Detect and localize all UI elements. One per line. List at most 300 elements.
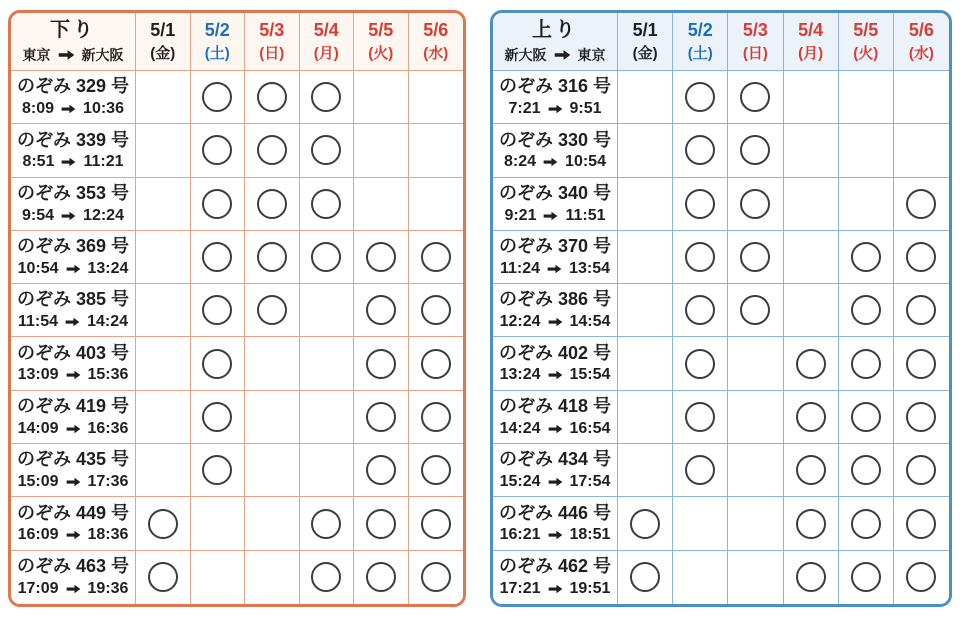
availability-cell-available: [191, 71, 246, 124]
arrive-time: 13:54: [569, 259, 610, 277]
availability-cell-empty: [839, 124, 894, 177]
train-name: のぞみ 369 号: [16, 236, 130, 257]
route-to: 新大阪: [81, 46, 124, 63]
weekday-label: (火): [368, 45, 394, 63]
availability-cell-available: [728, 178, 783, 231]
availability-cell-empty: [245, 551, 300, 604]
availability-cell-empty: [618, 391, 673, 444]
depart-time: 13:24: [499, 366, 541, 384]
arrive-time: 9:51: [569, 99, 602, 117]
arrive-time: 15:36: [87, 366, 129, 384]
availability-cell-empty: [728, 391, 783, 444]
date-label: 5/1: [632, 19, 658, 40]
availability-cell-available: [136, 497, 191, 550]
available-circle-icon: [740, 82, 770, 112]
availability-cell-available: [784, 391, 839, 444]
availability-cell-empty: [136, 391, 191, 444]
date-column-header: [728, 13, 783, 71]
availability-cell-available: [191, 444, 246, 497]
availability-cell-available: [894, 337, 949, 390]
arrive-time: 16:54: [569, 419, 611, 437]
available-circle-icon: [796, 349, 826, 379]
availability-cell-available: [894, 497, 949, 550]
train-info-cell: [11, 497, 136, 550]
available-circle-icon: [906, 509, 936, 539]
weekday-label: (日): [742, 45, 768, 63]
availability-cell-empty: [673, 497, 728, 550]
depart-time: 8:51: [22, 153, 55, 171]
train-info-cell: [493, 231, 618, 284]
date-column-header: [191, 13, 246, 71]
available-circle-icon: [202, 455, 232, 485]
available-circle-icon: [740, 295, 770, 325]
train-times: [18, 526, 129, 544]
availability-cell-available: [728, 284, 783, 337]
train-name: のぞみ 446 号: [498, 502, 612, 523]
availability-cell-available: [409, 497, 464, 550]
available-circle-icon: [796, 509, 826, 539]
right-arrow-icon: [58, 49, 75, 61]
availability-cell-empty: [728, 337, 783, 390]
availability-cell-available: [300, 71, 355, 124]
arrive-time: 18:36: [87, 526, 129, 544]
depart-time: 15:09: [17, 473, 59, 491]
weekday-label: (金): [632, 45, 658, 63]
availability-cell-empty: [618, 178, 673, 231]
train-name: のぞみ 385 号: [16, 289, 130, 310]
availability-cell-empty: [618, 124, 673, 177]
availability-cell-available: [839, 284, 894, 337]
available-circle-icon: [421, 509, 451, 539]
depart-time: 11:54: [18, 313, 59, 331]
availability-cell-empty: [784, 124, 839, 177]
available-circle-icon: [906, 242, 936, 272]
availability-cell-available: [354, 551, 409, 604]
depart-time: 12:24: [499, 313, 541, 331]
availability-cell-available: [673, 337, 728, 390]
available-circle-icon: [257, 189, 287, 219]
availability-cell-empty: [245, 444, 300, 497]
availability-cell-empty: [839, 71, 894, 124]
depart-time: 11:24: [500, 259, 541, 277]
arrive-time: 11:21: [83, 153, 124, 171]
date-label: 5/1: [150, 19, 176, 40]
train-info-cell: [493, 497, 618, 550]
train-info-cell: [11, 444, 136, 497]
train-times: [500, 366, 611, 384]
date-label: 5/4: [313, 19, 339, 40]
availability-cell-available: [245, 231, 300, 284]
available-circle-icon: [906, 402, 936, 432]
availability-cell-available: [191, 178, 246, 231]
date-label: 5/4: [798, 19, 824, 40]
availability-cell-available: [839, 337, 894, 390]
train-info-cell: [11, 284, 136, 337]
available-circle-icon: [906, 562, 936, 592]
weekday-label: (土): [687, 45, 713, 63]
availability-cell-empty: [300, 284, 355, 337]
availability-cell-available: [409, 444, 464, 497]
right-arrow-icon: [61, 211, 76, 221]
arrive-time: 19:36: [87, 580, 129, 598]
availability-cell-empty: [245, 337, 300, 390]
date-label: 5/5: [853, 19, 879, 40]
availability-cell-empty: [136, 178, 191, 231]
availability-cell-available: [245, 71, 300, 124]
date-column-header: [136, 13, 191, 71]
right-arrow-icon: [554, 49, 571, 61]
availability-cell-available: [245, 284, 300, 337]
available-circle-icon: [148, 509, 178, 539]
right-arrow-icon: [61, 104, 76, 114]
train-info-cell: [11, 124, 136, 177]
availability-cell-available: [354, 444, 409, 497]
availability-cell-empty: [136, 444, 191, 497]
available-circle-icon: [366, 242, 396, 272]
availability-cell-available: [354, 391, 409, 444]
availability-cell-available: [673, 71, 728, 124]
arrive-time: 19:51: [569, 580, 611, 598]
available-circle-icon: [685, 455, 715, 485]
train-times: [22, 153, 123, 171]
arrive-time: 18:51: [569, 526, 611, 544]
direction-header-cell: [11, 13, 136, 71]
available-circle-icon: [202, 189, 232, 219]
available-circle-icon: [796, 562, 826, 592]
date-column-header: [245, 13, 300, 71]
availability-cell-available: [839, 391, 894, 444]
availability-cell-available: [618, 551, 673, 604]
availability-cell-available: [191, 391, 246, 444]
route-label: [23, 45, 124, 65]
train-name: のぞみ 330 号: [498, 129, 612, 150]
availability-cell-available: [784, 497, 839, 550]
train-name: のぞみ 329 号: [16, 76, 130, 97]
available-circle-icon: [202, 135, 232, 165]
availability-cell-available: [784, 551, 839, 604]
available-circle-icon: [851, 562, 881, 592]
available-circle-icon: [202, 242, 232, 272]
depart-time: 16:21: [499, 526, 541, 544]
available-circle-icon: [366, 509, 396, 539]
depart-time: 13:09: [17, 366, 59, 384]
availability-cell-empty: [300, 444, 355, 497]
train-times: [18, 580, 129, 598]
arrive-time: 12:24: [83, 206, 124, 224]
availability-cell-available: [300, 124, 355, 177]
depart-time: 9:21: [504, 206, 537, 224]
train-info-cell: [493, 284, 618, 337]
availability-cell-empty: [728, 497, 783, 550]
train-info-cell: [493, 337, 618, 390]
depart-time: 10:54: [17, 259, 59, 277]
availability-cell-available: [191, 231, 246, 284]
availability-cell-available: [673, 284, 728, 337]
available-circle-icon: [202, 82, 232, 112]
availability-cell-available: [354, 497, 409, 550]
availability-cell-available: [191, 124, 246, 177]
depart-time: 8:09: [22, 99, 55, 117]
date-label: 5/6: [908, 19, 934, 40]
weekday-label: (日): [259, 45, 285, 63]
date-label: 5/2: [204, 19, 230, 40]
right-arrow-icon: [66, 530, 81, 540]
direction-label: 下り: [50, 18, 96, 41]
available-circle-icon: [311, 509, 341, 539]
availability-cell-empty: [354, 124, 409, 177]
available-circle-icon: [906, 295, 936, 325]
availability-cell-available: [409, 284, 464, 337]
available-circle-icon: [851, 509, 881, 539]
availability-cell-empty: [300, 337, 355, 390]
direction-label: 上り: [532, 18, 578, 41]
date-label: 5/3: [742, 19, 768, 40]
train-times: [18, 420, 129, 438]
availability-cell-available: [300, 551, 355, 604]
weekday-label: (水): [423, 45, 449, 63]
available-circle-icon: [421, 295, 451, 325]
right-arrow-icon: [66, 370, 81, 380]
right-arrow-icon: [548, 584, 563, 594]
train-name: のぞみ 402 号: [498, 342, 612, 363]
weekday-label: (月): [798, 45, 824, 63]
available-circle-icon: [796, 455, 826, 485]
train-info-cell: [493, 391, 618, 444]
train-name: のぞみ 353 号: [16, 182, 130, 203]
availability-cell-empty: [245, 391, 300, 444]
date-label: 5/6: [423, 19, 449, 40]
depart-time: 7:21: [508, 99, 541, 117]
available-circle-icon: [421, 562, 451, 592]
weekday-label: (月): [313, 45, 339, 63]
availability-cell-available: [728, 71, 783, 124]
train-times: [504, 153, 606, 171]
right-arrow-icon: [543, 211, 558, 221]
right-arrow-icon: [66, 584, 81, 594]
availability-cell-available: [894, 444, 949, 497]
weekday-label: (土): [204, 45, 230, 63]
availability-cell-empty: [784, 231, 839, 284]
available-circle-icon: [851, 455, 881, 485]
availability-cell-empty: [409, 124, 464, 177]
arrive-time: 11:51: [565, 206, 606, 224]
train-name: のぞみ 370 号: [498, 236, 612, 257]
right-arrow-icon: [66, 477, 81, 487]
train-name: のぞみ 435 号: [16, 449, 130, 470]
right-arrow-icon: [65, 317, 80, 327]
up-timetable-grid: [493, 13, 949, 604]
available-circle-icon: [630, 562, 660, 592]
weekday-label: (水): [908, 45, 934, 63]
availability-cell-empty: [618, 444, 673, 497]
date-column-header: [354, 13, 409, 71]
available-circle-icon: [202, 349, 232, 379]
available-circle-icon: [685, 349, 715, 379]
availability-cell-available: [673, 391, 728, 444]
available-circle-icon: [685, 189, 715, 219]
train-info-cell: [11, 178, 136, 231]
down-timetable-grid: [11, 13, 463, 604]
available-circle-icon: [685, 82, 715, 112]
availability-cell-empty: [784, 178, 839, 231]
availability-cell-available: [618, 497, 673, 550]
available-circle-icon: [366, 295, 396, 325]
train-name: のぞみ 386 号: [498, 289, 612, 310]
train-times: [508, 100, 601, 118]
available-circle-icon: [366, 349, 396, 379]
availability-cell-empty: [618, 71, 673, 124]
depart-time: 15:24: [499, 473, 541, 491]
up-timetable-card: [490, 10, 952, 607]
train-name: のぞみ 340 号: [498, 182, 612, 203]
depart-time: 14:24: [499, 419, 541, 437]
train-info-cell: [11, 551, 136, 604]
right-arrow-icon: [548, 104, 563, 114]
availability-cell-empty: [728, 551, 783, 604]
train-info-cell: [493, 71, 618, 124]
availability-cell-available: [839, 497, 894, 550]
available-circle-icon: [685, 135, 715, 165]
available-circle-icon: [630, 509, 660, 539]
train-times: [500, 260, 610, 278]
availability-cell-empty: [300, 391, 355, 444]
availability-cell-available: [673, 231, 728, 284]
date-column-header: [409, 13, 464, 71]
available-circle-icon: [311, 189, 341, 219]
depart-time: 17:09: [17, 580, 59, 598]
availability-cell-empty: [354, 178, 409, 231]
train-times: [504, 207, 605, 225]
available-circle-icon: [311, 562, 341, 592]
availability-cell-empty: [784, 284, 839, 337]
availability-cell-empty: [784, 71, 839, 124]
date-column-header: [784, 13, 839, 71]
available-circle-icon: [740, 135, 770, 165]
availability-cell-empty: [191, 551, 246, 604]
availability-cell-available: [409, 231, 464, 284]
date-column-header: [839, 13, 894, 71]
depart-time: 8:24: [504, 153, 537, 171]
available-circle-icon: [685, 295, 715, 325]
train-times: [22, 100, 124, 118]
train-info-cell: [11, 391, 136, 444]
available-circle-icon: [421, 242, 451, 272]
availability-cell-available: [191, 284, 246, 337]
available-circle-icon: [366, 562, 396, 592]
train-times: [18, 473, 129, 491]
availability-cell-empty: [839, 178, 894, 231]
availability-cell-empty: [618, 231, 673, 284]
depart-time: 16:09: [17, 526, 59, 544]
availability-cell-empty: [136, 71, 191, 124]
availability-cell-available: [673, 178, 728, 231]
right-arrow-icon: [543, 157, 558, 167]
train-info-cell: [11, 337, 136, 390]
availability-cell-empty: [673, 551, 728, 604]
availability-cell-available: [354, 284, 409, 337]
right-arrow-icon: [61, 157, 76, 167]
depart-time: 17:21: [499, 580, 541, 598]
available-circle-icon: [851, 295, 881, 325]
availability-cell-available: [354, 337, 409, 390]
available-circle-icon: [257, 135, 287, 165]
availability-cell-available: [300, 497, 355, 550]
availability-cell-available: [354, 231, 409, 284]
date-column-header: [618, 13, 673, 71]
availability-cell-empty: [245, 497, 300, 550]
available-circle-icon: [851, 349, 881, 379]
arrive-time: 10:54: [565, 153, 606, 171]
arrive-time: 17:36: [87, 473, 129, 491]
availability-cell-available: [784, 444, 839, 497]
available-circle-icon: [851, 242, 881, 272]
train-info-cell: [493, 178, 618, 231]
train-name: のぞみ 462 号: [498, 556, 612, 577]
availability-cell-empty: [136, 124, 191, 177]
train-name: のぞみ 434 号: [498, 449, 612, 470]
train-info-cell: [11, 231, 136, 284]
depart-time: 14:09: [17, 419, 59, 437]
train-name: のぞみ 418 号: [498, 396, 612, 417]
right-arrow-icon: [548, 317, 563, 327]
availability-cell-available: [673, 124, 728, 177]
availability-cell-empty: [894, 71, 949, 124]
availability-cell-available: [894, 284, 949, 337]
availability-cell-available: [409, 391, 464, 444]
available-circle-icon: [740, 242, 770, 272]
right-arrow-icon: [547, 264, 562, 274]
available-circle-icon: [202, 402, 232, 432]
availability-cell-available: [894, 178, 949, 231]
date-label: 5/5: [368, 19, 394, 40]
available-circle-icon: [421, 455, 451, 485]
arrive-time: 16:36: [87, 419, 129, 437]
available-circle-icon: [366, 455, 396, 485]
train-times: [500, 313, 611, 331]
availability-cell-available: [728, 124, 783, 177]
train-name: のぞみ 316 号: [498, 76, 612, 97]
available-circle-icon: [906, 455, 936, 485]
availability-cell-available: [245, 124, 300, 177]
right-arrow-icon: [548, 530, 563, 540]
availability-cell-available: [191, 337, 246, 390]
availability-cell-available: [894, 231, 949, 284]
arrive-time: 15:54: [569, 366, 611, 384]
train-name: のぞみ 449 号: [16, 502, 130, 523]
availability-cell-available: [409, 551, 464, 604]
available-circle-icon: [906, 189, 936, 219]
availability-cell-available: [839, 444, 894, 497]
right-arrow-icon: [66, 264, 81, 274]
weekday-label: (金): [150, 45, 176, 63]
depart-time: 9:54: [22, 206, 55, 224]
train-times: [18, 366, 129, 384]
train-name: のぞみ 419 号: [16, 396, 130, 417]
train-info-cell: [11, 71, 136, 124]
available-circle-icon: [851, 402, 881, 432]
arrive-time: 13:24: [87, 259, 129, 277]
available-circle-icon: [796, 402, 826, 432]
train-name: のぞみ 403 号: [16, 342, 130, 363]
available-circle-icon: [421, 402, 451, 432]
available-circle-icon: [311, 242, 341, 272]
route-to: 東京: [577, 46, 606, 63]
right-arrow-icon: [548, 477, 563, 487]
availability-cell-available: [300, 178, 355, 231]
availability-cell-available: [894, 551, 949, 604]
weekday-label: (火): [853, 45, 879, 63]
availability-cell-empty: [728, 444, 783, 497]
